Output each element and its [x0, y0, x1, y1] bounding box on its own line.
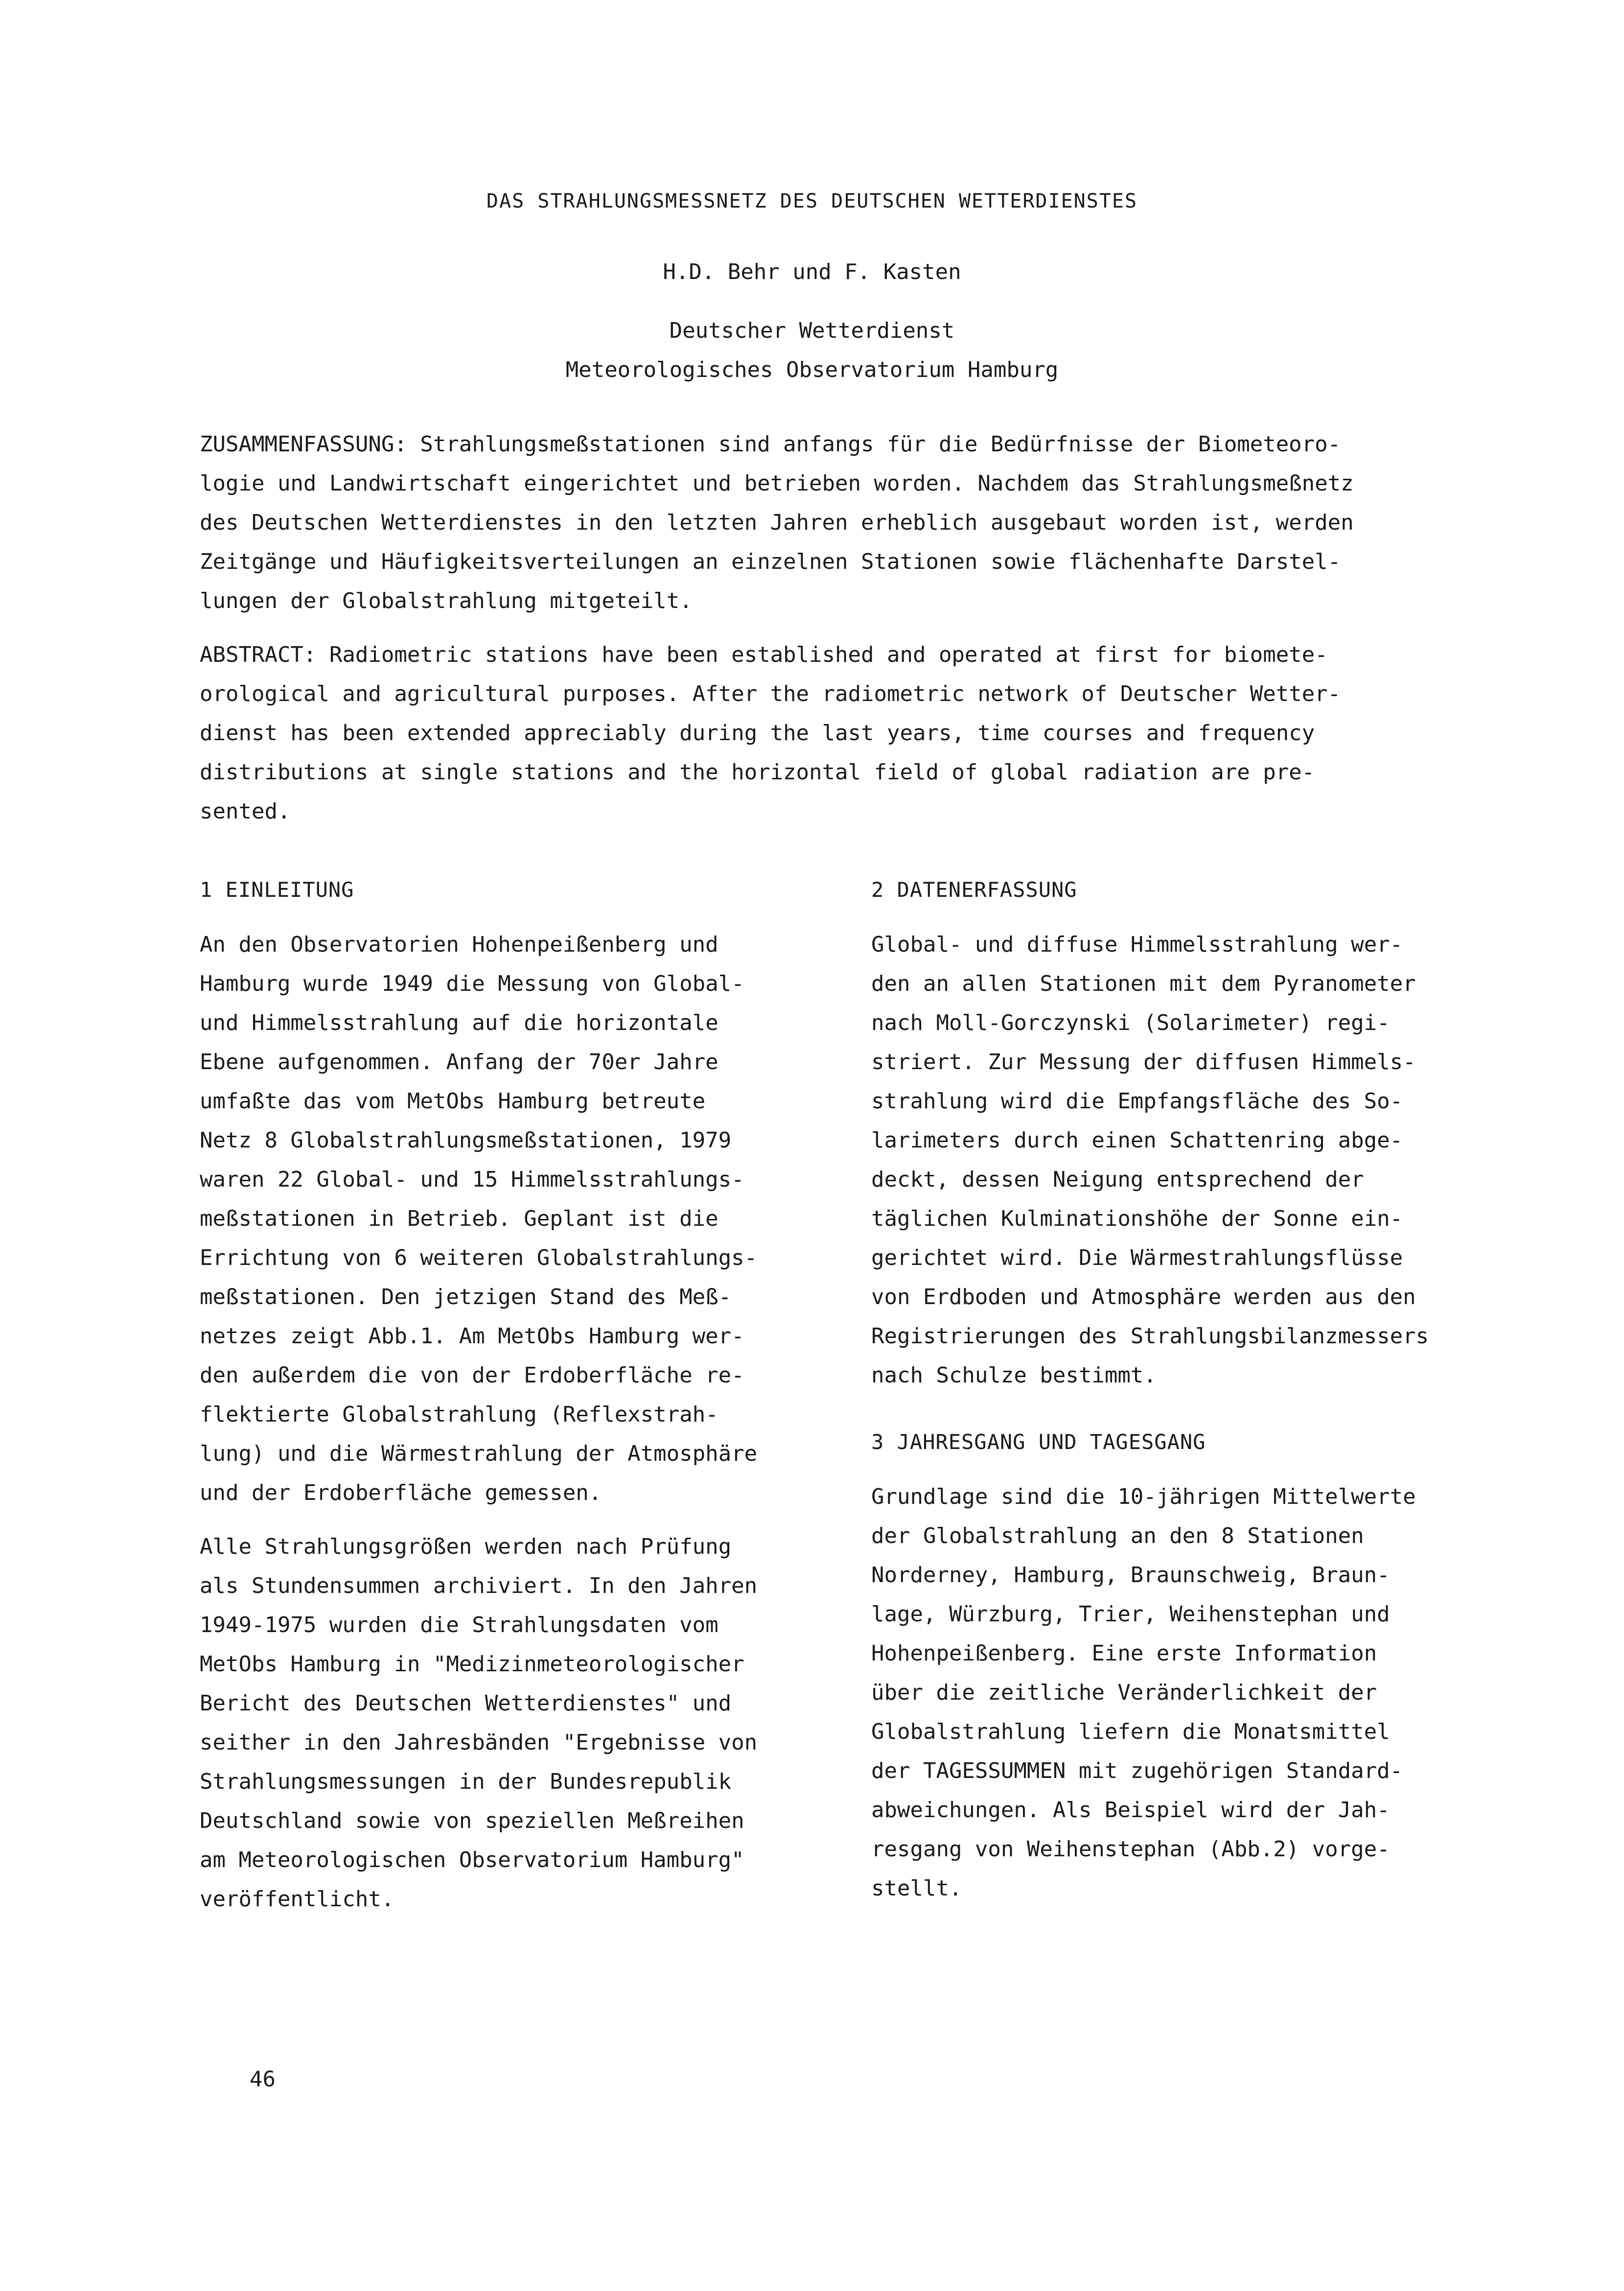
- text-line: Bericht des Deutschen Wetterdienstes" und: [200, 1691, 732, 1716]
- text-line: flektierte Globalstrahlung (Reflexstrah-: [200, 1402, 719, 1427]
- zusammenfassung: [200, 425, 1482, 621]
- text-line: von Erdboden und Atmosphäre werden aus den: [871, 1285, 1416, 1309]
- text-line: und Himmelsstrahlung auf die horizontale: [200, 1010, 719, 1035]
- paper-title: DAS STRAHLUNGSMESSNETZ DES DEUTSCHEN WETTERDIENSTES: [486, 190, 1138, 212]
- text-line: gerichtet wird. Die Wärmestrahlungsflüsse: [871, 1245, 1403, 1270]
- text-line: Registrierungen des Strahlungsbilanzmessers: [871, 1324, 1429, 1349]
- text-line: Strahlungsmessungen in der Bundesrepublik: [200, 1769, 732, 1794]
- paragraph: [200, 1527, 826, 1919]
- text-line: am Meteorologischen Observatorium Hamburg": [200, 1847, 744, 1872]
- abstract-english: [200, 635, 1482, 831]
- text-line: larimeters durch einen Schattenring abge-: [871, 1128, 1403, 1153]
- text-line: lung) und die Wärmestrahlung der Atmosphäre: [200, 1441, 758, 1466]
- text-line: Norderney, Hamburg, Braunschweig, Braun-: [871, 1563, 1390, 1588]
- text-line: logie und Landwirtschaft eingerichtet und betrieben worden. Nachdem das Strahlungsmeßnetz: [200, 471, 1354, 496]
- page-number: 46: [250, 2067, 276, 2092]
- section-heading-einleitung: 1 EINLEITUNG: [200, 878, 354, 902]
- text-line: lungen der Globalstrahlung mitgeteilt.: [200, 588, 693, 613]
- text-line: abweichungen. Als Beispiel wird der Jah-: [871, 1798, 1390, 1823]
- text-line: täglichen Kulminationshöhe der Sonne ein-: [871, 1206, 1403, 1231]
- text-line: den an allen Stationen mit dem Pyranometer: [871, 971, 1416, 996]
- text-line: und der Erdoberfläche gemessen.: [200, 1480, 602, 1505]
- text-line: striert. Zur Messung der diffusen Himmels-: [871, 1050, 1416, 1075]
- text-line: dienst has been extended appreciably during the last years, time courses and frequency: [200, 721, 1315, 746]
- text-line: nach Moll-Gorczynski (Solarimeter) regi-: [871, 1010, 1390, 1035]
- paragraph: [871, 1477, 1508, 1908]
- text-line: distributions at single stations and the horizontal field of global radiation are pre-: [200, 760, 1315, 785]
- paragraph: [200, 925, 826, 1513]
- text-line: Errichtung von 6 weiteren Globalstrahlungs-: [200, 1245, 758, 1270]
- authors: H.D. Behr und F. Kasten: [663, 259, 961, 284]
- right-column: [871, 870, 1508, 1908]
- text-line: als Stundensummen archiviert. In den Jahren: [200, 1573, 758, 1598]
- text-line: Netz 8 Globalstrahlungsmeßstationen, 1979: [200, 1128, 732, 1153]
- text-line: nach Schulze bestimmt.: [871, 1363, 1157, 1388]
- text-line: orological and agricultural purposes. After the radiometric network of Deutscher Wetter-: [200, 681, 1341, 706]
- text-line: netzes zeigt Abb.1. Am MetObs Hamburg wer-: [200, 1324, 744, 1349]
- text-line: umfaßte das vom MetObs Hamburg betreute: [200, 1089, 706, 1114]
- text-line: An den Observatorien Hohenpeißenberg und: [200, 932, 719, 957]
- text-line: des Deutschen Wetterdienstes in den letzten Jahren erheblich ausgebaut worden ist, werden: [200, 510, 1354, 535]
- text-line: ABSTRACT: Radiometric stations have been established and operated at first for biomete-: [200, 642, 1328, 667]
- text-line: deckt, dessen Neigung entsprechend der: [871, 1167, 1364, 1192]
- text-line: der TAGESSUMMEN mit zugehörigen Standard-: [871, 1758, 1403, 1783]
- text-line: veröffentlicht.: [200, 1887, 394, 1912]
- text-line: Deutschland sowie von speziellen Meßreihen: [200, 1808, 744, 1833]
- text-line: Hohenpeißenberg. Eine erste Information: [871, 1641, 1377, 1666]
- text-line: seither in den Jahresbänden "Ergebnisse von: [200, 1730, 758, 1755]
- section-heading-datenerfassung: 2 DATENERFASSUNG: [871, 878, 1077, 902]
- text-line: stellt.: [871, 1876, 962, 1901]
- text-line: über die zeitliche Veränderlichkeit der: [871, 1680, 1377, 1705]
- text-line: ZUSAMMENFASSUNG: Strahlungsmeßstationen sind anfangs für die Bedürfnisse der Biometeoro-: [200, 432, 1341, 457]
- affiliation-line: Meteorologisches Observatorium Hamburg: [565, 357, 1059, 382]
- text-line: Alle Strahlungsgrößen werden nach Prüfung: [200, 1534, 732, 1559]
- text-line: Grundlage sind die 10-jährigen Mittelwerte: [871, 1484, 1416, 1509]
- text-line: Ebene aufgenommen. Anfang der 70er Jahre: [200, 1050, 719, 1075]
- left-column: [200, 870, 826, 1919]
- text-line: waren 22 Global- und 15 Himmelsstrahlungs-: [200, 1167, 744, 1192]
- text-line: lage, Würzburg, Trier, Weihenstephan und: [871, 1602, 1390, 1627]
- text-line: meßstationen. Den jetzigen Stand des Meß-: [200, 1285, 732, 1309]
- paragraph: [871, 925, 1508, 1395]
- text-line: meßstationen in Betrieb. Geplant ist die: [200, 1206, 719, 1231]
- affiliation: [0, 311, 1624, 390]
- section-heading-jahresgang: 3 JAHRESGANG UND TAGESGANG: [871, 1430, 1206, 1454]
- text-line: MetObs Hamburg in "Medizinmeteorologischer: [200, 1652, 744, 1677]
- text-line: sented.: [200, 799, 291, 824]
- affiliation-line: Deutscher Wetterdienst: [669, 318, 955, 343]
- text-line: resgang von Weihenstephan (Abb.2) vorge-: [871, 1837, 1390, 1862]
- text-line: der Globalstrahlung an den 8 Stationen: [871, 1523, 1364, 1548]
- text-line: Zeitgänge und Häufigkeitsverteilungen an einzelnen Stationen sowie flächenhafte Darstel-: [200, 549, 1341, 574]
- text-line: Global- und diffuse Himmelsstrahlung wer-: [871, 932, 1403, 957]
- text-line: Hamburg wurde 1949 die Messung von Global-: [200, 971, 744, 996]
- text-line: strahlung wird die Empfangsfläche des So-: [871, 1089, 1403, 1114]
- text-line: Globalstrahlung liefern die Monatsmittel: [871, 1719, 1390, 1744]
- text-line: 1949-1975 wurden die Strahlungsdaten vom: [200, 1613, 719, 1637]
- text-line: den außerdem die von der Erdoberfläche re-: [200, 1363, 744, 1388]
